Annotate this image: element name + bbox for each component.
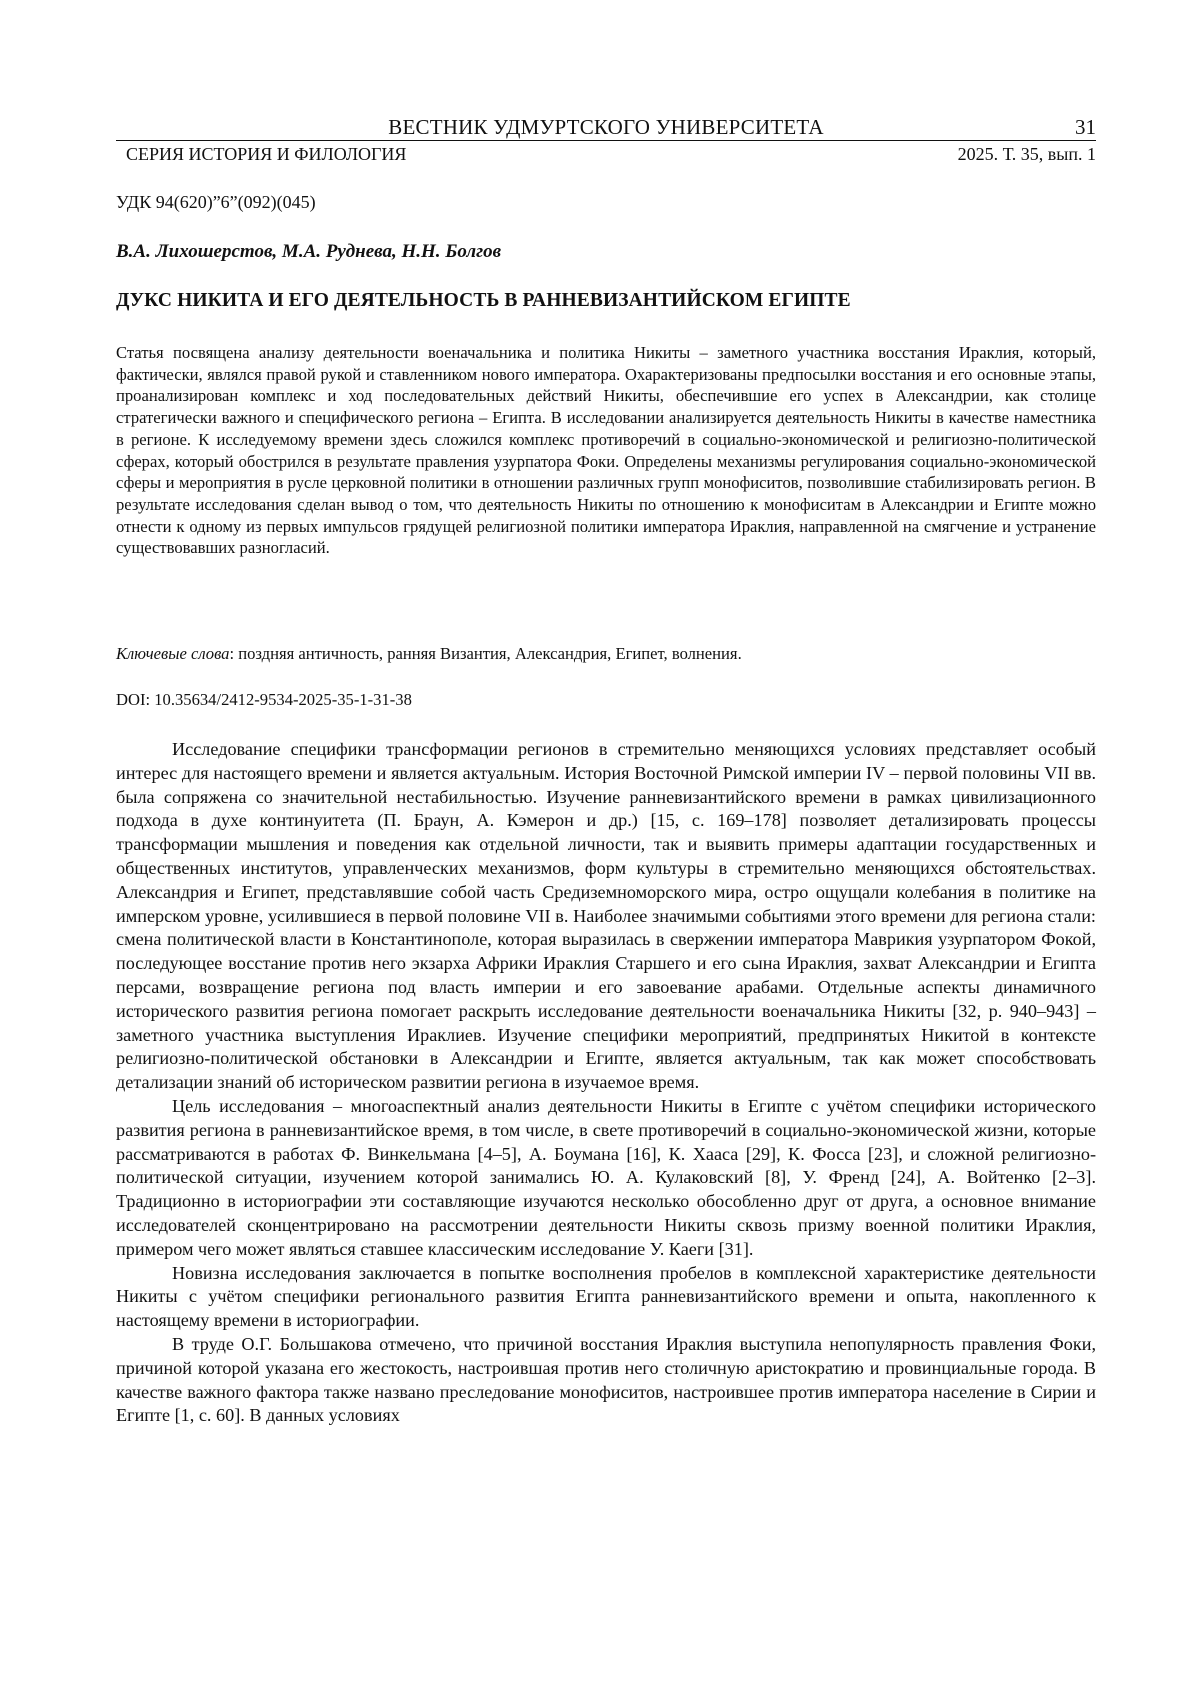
article-title: ДУКС НИКИТА И ЕГО ДЕЯТЕЛЬНОСТЬ В РАННЕВИЗАНТИЙСКОМ ЕГИПТЕ	[116, 288, 1096, 314]
journal-issue: 2025. Т. 35, вып. 1	[958, 143, 1096, 166]
udc-code: УДК 94(620)”6”(092)(045)	[116, 190, 1096, 214]
doi: DOI: 10.35634/2412-9534-2025-35-1-31-38	[116, 689, 1096, 711]
article-abstract: Статья посвящена анализу деятельности военачальника и политика Никиты – заметного участника восстания Ираклия, который, фактически, являлся правой рукой и ставленником нового императора. Охарактеризованы предпосылки восстания и его основные этапы, проанализирован комплекс и ход последовательных действий Никиты, обеспечившие его успех в Александрии, как столице стратегически важного и специфического региона – Египта. В исследовании анализируется деятельность Никиты в качестве наместника в регионе. К исследуемому времени здесь сложился комплекс противоречий в социально-экономической и религиозно-политической сферах, который обострился в результате правления узурпатора Фоки. Определены механизмы регулирования социально-экономической сферы и мероприятия в русле церковной политики в отношении различных групп монофиситов, позволившие стабилизировать регион. В результате исследования сделан вывод о том, что деятельность Никиты по отношению к монофиситам в Александрии и Египте можно отнести к одному из первых импульсов грядущей религиозной политики императора Ираклия, направленной на смягчение и устранение существовавших разногласий.	[116, 342, 1096, 559]
journal-page	[0, 0, 1200, 1698]
article-authors: В.А. Лихошерстов, М.А. Руднева, Н.Н. Болгов	[116, 239, 1096, 264]
keywords-text: : поздняя античность, ранняя Византия, Александрия, Египет, волнения.	[229, 644, 741, 663]
header-rule	[116, 140, 1096, 141]
body-paragraph-4: В труде О.Г. Большакова отмечено, что причиной восстания Ираклия выступила непопулярность правления Фоки, причиной которой указана его жестокость, настроившая против него столичную аристократию и провинциальные города. В качестве важного фактора также названо преследование монофиситов, настроившее против императора население в Сирии и Египте [1, с. 60]. В данных условиях	[116, 1333, 1096, 1428]
body-paragraph-3: Новизна исследования заключается в попытке восполнения пробелов в комплексной характеристике деятельности Никиты с учётом специфики регионального развития Египта ранневизантийского времени и опыта, накопленного к настоящему времени в историографии.	[116, 1262, 1096, 1333]
keywords-label: Ключевые слова	[116, 644, 229, 663]
page-number: 31	[1075, 114, 1096, 140]
article-body	[116, 738, 1096, 1428]
journal-series: СЕРИЯ ИСТОРИЯ И ФИЛОЛОГИЯ	[126, 143, 406, 166]
body-paragraph-2: Цель исследования – многоаспектный анализ деятельности Никиты в Египте с учётом специфики исторического развития региона в ранневизантийское время, в том числе, в свете противоречий в социально-экономической жизни, которые рассматриваются в работах Ф. Винкельмана [4–5], А. Боумана [16], К. Хааса [29], К. Фосса [23], и сложной религиозно-политической ситуации, изучением которой занимались Ю. А. Кулаковский [8], У. Френд [24], А. Войтенко [2–3]. Традиционно в историографии эти составляющие изучаются несколько обособленно друг от друга, а основное внимание исследователей сконцентрировано на рассмотрении деятельности Никиты сквозь призму военной политики Ираклия, примером чего может являться ставшее классическим исследование У. Каеги [31].	[116, 1095, 1096, 1262]
journal-running-title: ВЕСТНИК УДМУРТСКОГО УНИВЕРСИТЕТА	[116, 114, 1096, 140]
keywords	[116, 643, 1096, 665]
body-paragraph-1: Исследование специфики трансформации регионов в стремительно меняющихся условиях представляет особый интерес для настоящего времени и является актуальным. История Восточной Римской империи IV – первой половины VII вв. была сопряжена со значительной нестабильностью. Изучение ранневизантийского времени в рамках цивилизационного подхода в духе континуитета (П. Браун, А. Кэмерон и др.) [15, с. 169–178] позволяет детализировать процессы трансформации мышления и поведения как отдельной личности, так и выявить примеры адаптации государственных и общественных институтов, управленческих механизмов, форм культуры в стремительно меняющихся обстоятельствах. Александрия и Египет, представлявшие собой часть Средиземноморского мира, остро ощущали колебания в политике на имперском уровне, усилившиеся в первой половине VII в. Наиболее значимыми событиями этого времени для региона стали: смена политической власти в Константинополе, которая выразилась в свержении императора Маврикия узурпатором Фокой, последующее восстание против него экзарха Африки Ираклия Старшего и его сына Ираклия, захват Александрии и Египта персами, возвращение региона под власть империи и его завоевание арабами. Отдельные аспекты динамичного исторического развития региона помогает раскрыть исследование деятельности военачальника Никиты [32, p. 940–943] – заметного участника выступления Ираклиев. Изучение специфики мероприятий, предпринятых Никитой в контексте религиозно-политической обстановки в Александрии и Египте, является актуальным, так как может способствовать детализации знаний об историческом развитии региона в изучаемое время.	[116, 738, 1096, 1095]
